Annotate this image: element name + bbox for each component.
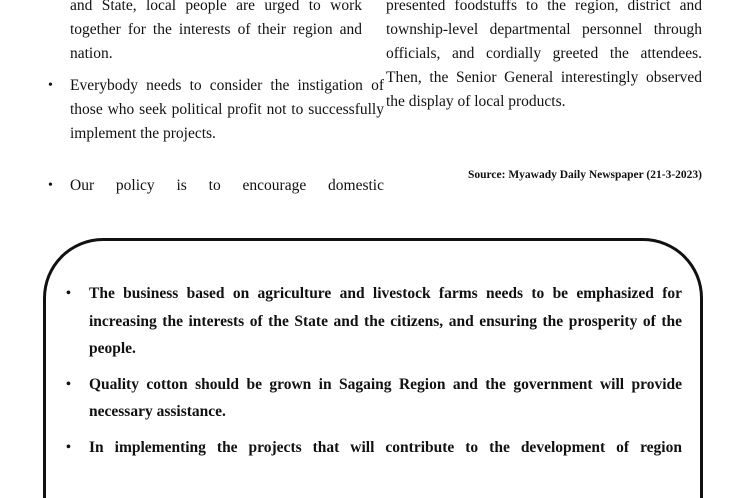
box-bullet-item-1: [66, 280, 682, 363]
box-item-2-text: Quality cotton should be grown in Sagaing Region and the government will provide necessary assistance.: [89, 375, 682, 420]
bullet-icon: •: [48, 78, 53, 93]
left-item-2-text: Everybody needs to consider the instigation of those who seek political profit not to successfully implement the projects.: [70, 77, 384, 142]
left-bullet-item-3: [48, 174, 384, 198]
bullet-icon: •: [66, 439, 71, 455]
source-citation: Source: Myawady Daily Newspaper (21-3-2023): [467, 169, 702, 181]
left-item-3-text: Our policy is to encourage domestic: [70, 177, 384, 194]
highlight-box-list: [66, 280, 682, 469]
left-bullet-item-2: [48, 74, 384, 146]
bullet-icon: •: [48, 178, 53, 193]
box-bullet-item-3: [66, 434, 682, 462]
left-item-1-text: and State, local people are urged to work together for the interests of their region and nation.: [70, 0, 362, 62]
bullet-icon: •: [66, 376, 71, 392]
right-paragraph-text: presented foodstuffs to the region, district and township-level departmental personnel through officials, and cordially greeted the attendees. Then, the Senior General interestingly observed the display of local products.: [386, 0, 702, 110]
box-item-1-text: The business based on agriculture and livestock farms needs to be emphasized for increasing the interests of the State and the citizens, and ensuring the prosperity of the people.: [89, 285, 682, 357]
right-paragraph: [386, 0, 702, 114]
bullet-icon: •: [66, 286, 71, 301]
box-item-3-text: In implementing the projects that will contribute to the development of region: [89, 438, 682, 456]
box-bullet-item-2: [66, 371, 682, 426]
left-item-1-continuation: [48, 0, 362, 66]
